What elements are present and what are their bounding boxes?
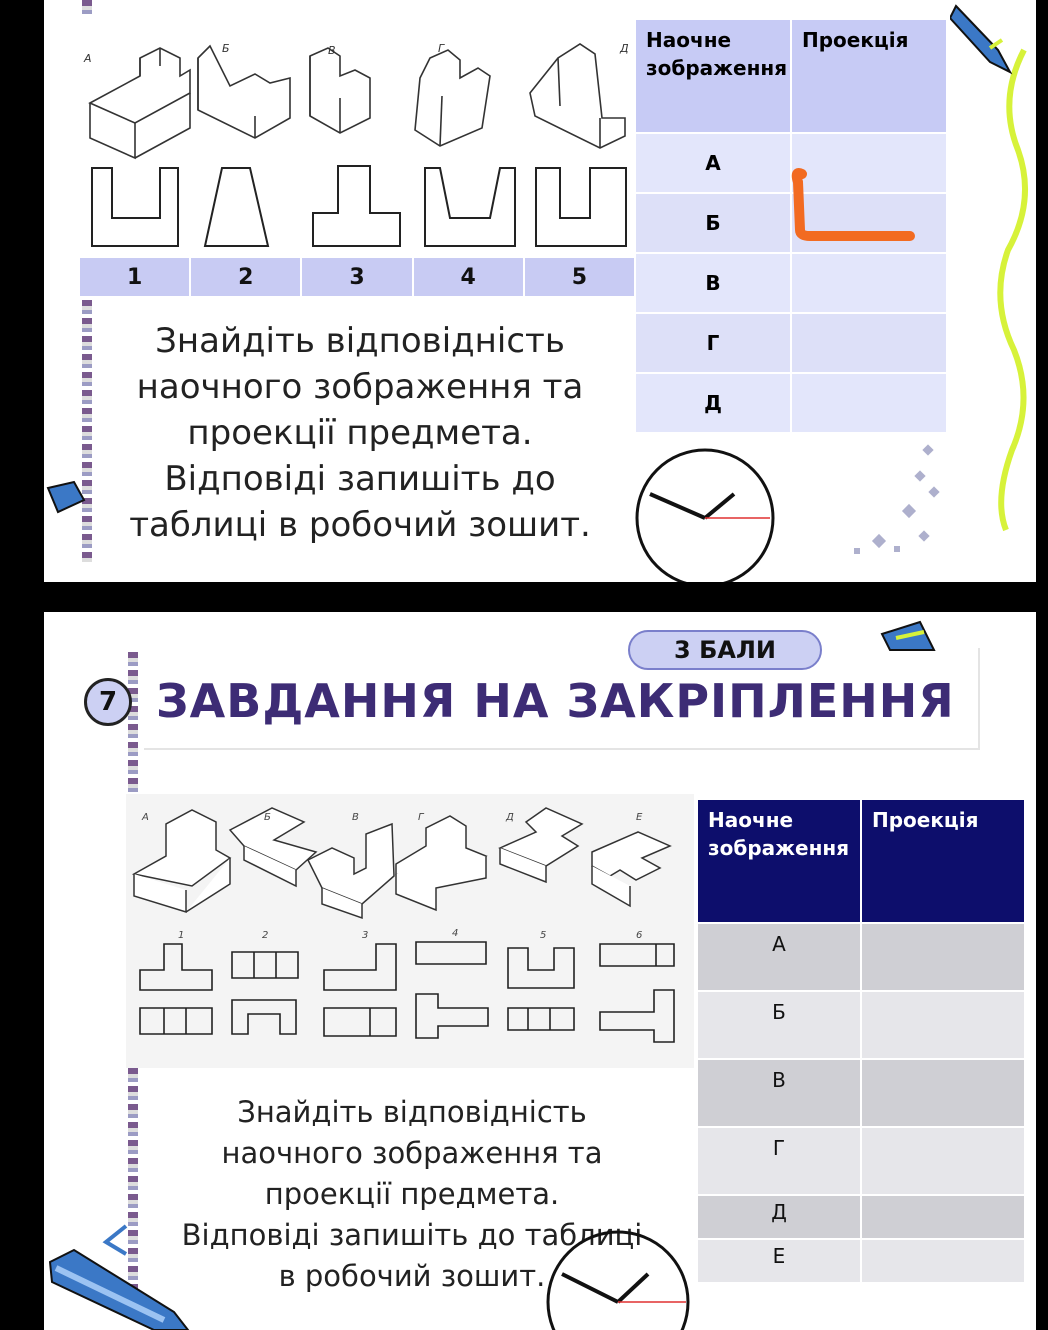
divider [144,748,980,750]
task-line: наочного зображення та [136,367,584,407]
header-visual: Наочне зображення [635,19,791,133]
row-letter: Д [635,373,791,433]
task-line: проекції предмета. [187,413,533,453]
answer-cell[interactable] [861,1059,1025,1127]
projection-number: 5 [540,930,547,941]
answer-cell[interactable] [861,1127,1025,1195]
task-instructions [90,318,630,548]
decorative-stripe [128,652,138,812]
task-line: Знайдіть відповідність [237,1095,587,1129]
task-line: Відповіді запишіть до таблиці [181,1218,643,1252]
figure-letter-a: А [142,812,149,823]
points-badge: 3 БАЛИ [628,630,822,670]
answer-cell[interactable] [861,923,1025,991]
ornament-icon [834,436,946,564]
row-letter: В [697,1059,861,1127]
figure-letter-e: Е [636,812,643,823]
answer-table [696,798,1026,1284]
answer-cell[interactable] [861,1239,1025,1283]
decorative-stripe [82,0,92,18]
pencil-icon [880,620,938,654]
task-line: Знайдіть відповідність [155,321,565,361]
task-line: таблиці в робочий зошит. [129,505,591,545]
figures-drawing [126,794,694,1068]
projection-number: 2 [262,930,269,941]
pencil-icon [44,480,88,530]
projection-number: 3 [362,930,369,941]
projection-number: 2 [191,258,302,296]
figure-letter-v: В [352,812,359,823]
figure-letter-v: В [328,44,336,57]
figures-drawing [80,18,636,258]
figure-letter-g: Г [438,42,445,55]
header-visual: Наочне зображення [697,799,861,923]
task-line: Відповіді запишіть до [164,459,556,499]
pencil-icon [950,0,1020,80]
row-letter: Г [635,313,791,373]
projection-number: 4 [452,928,459,939]
projection-number: 4 [414,258,525,296]
projection-number-row [80,258,634,296]
answer-cell[interactable] [791,373,947,433]
row-letter: А [635,133,791,193]
clock-icon [630,442,780,582]
orange-handwritten-mark [784,160,924,250]
slide-1 [44,0,1036,582]
decorative-squiggle [988,40,1036,540]
figure-letter-a: А [84,52,92,65]
task-line: наочного зображення та [221,1136,603,1170]
figure-letter-b: Б [264,812,271,823]
row-letter: Г [697,1127,861,1195]
figure-letter-d: Д [620,42,629,55]
figure-letter-d: Д [506,812,514,823]
header-projection: Проекція [791,19,947,133]
projection-number: 5 [571,264,588,290]
projection-number: 1 [80,258,191,296]
row-letter: Б [635,193,791,253]
slide-2 [44,612,1036,1330]
row-letter: Е [697,1239,861,1283]
task-line: в робочий зошит. [278,1259,546,1293]
divider [978,648,980,750]
page-title: ЗАВДАННЯ НА ЗАКРІПЛЕННЯ [156,674,955,728]
answer-cell[interactable] [861,1195,1025,1239]
projection-number: 6 [636,930,643,941]
answer-cell[interactable] [791,253,947,313]
projection-number: 1 [178,930,185,941]
pencil-icon [100,1224,130,1258]
answer-cell[interactable] [861,991,1025,1059]
clock-icon [546,1230,696,1330]
figure-letter-g: Г [418,812,424,823]
task-line: проекції предмета. [264,1177,560,1211]
row-letter: А [697,923,861,991]
header-projection: Проекція [861,799,1025,923]
row-letter: В [635,253,791,313]
task-number-badge: 7 [84,678,132,726]
row-letter: Д [697,1195,861,1239]
projection-number: 3 [302,258,413,296]
row-letter: Б [697,991,861,1059]
figure-letter-b: Б [222,42,230,55]
answer-cell[interactable] [791,313,947,373]
